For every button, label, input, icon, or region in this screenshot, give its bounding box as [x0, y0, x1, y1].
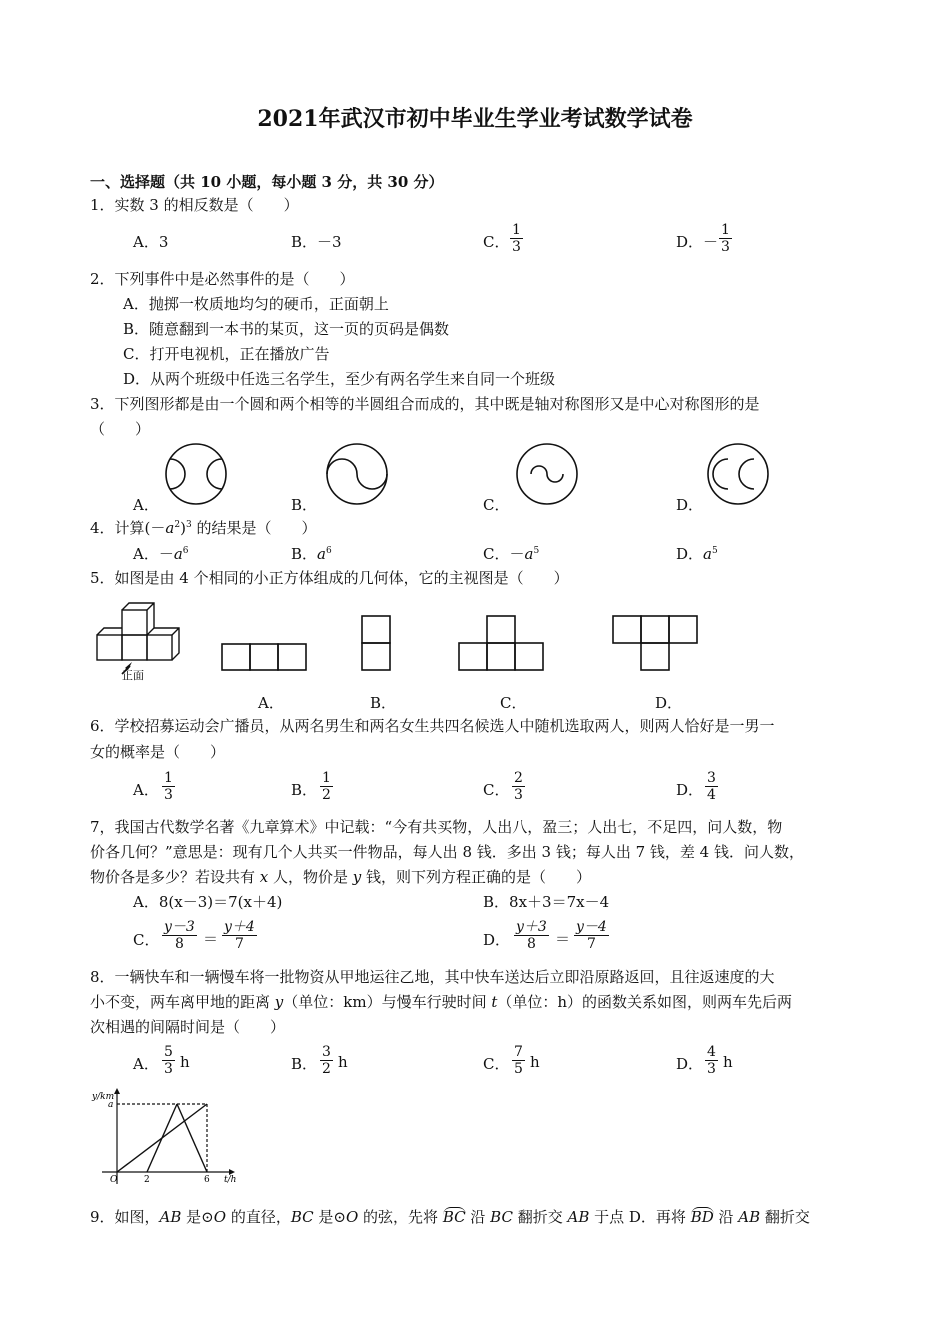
q5-stem: 5．如图是由 4 个相同的小正方体组成的几何体，它的主视图是（ ）: [90, 569, 569, 587]
q8-option-d: D．: [676, 1055, 704, 1073]
q7-option-b: B．8x＋3＝7x－4: [483, 893, 610, 911]
q7-c-frac-left: $\frac{y-3}{8}$: [164, 919, 195, 952]
q7-d-frac-right: $\frac{y-4}{7}$: [576, 919, 607, 952]
q8-d-fraction: $\frac{4}{3}$: [707, 1044, 716, 1077]
q7-stem-line2: 价各几何？”意思是：现有几个人共买一件物品，每人出 8 钱．多出 3 钱；每人出 7 钱，差 4 钱．问人数，: [90, 843, 804, 861]
q1-option-c: C．: [483, 233, 510, 251]
q7-option-d: D．: [483, 931, 511, 949]
q6-stem: 6．学校招募运动会广播员，从两名男生和两名女生共四名候选人中随机选取两人，则两人恰好是一男一: [90, 717, 775, 735]
q3-figure-a: [164, 442, 228, 506]
q8-stem-line3: 次相遇的间隔时间是（ ）: [90, 1018, 286, 1036]
page-title: 2021年武汉市初中毕业生学业考试数学试卷: [257, 106, 693, 132]
q3-option-c: C．: [483, 496, 510, 514]
q8-option-c: C．: [483, 1055, 510, 1073]
q6-d-fraction: $\frac{3}{4}$: [707, 770, 716, 803]
q6-c-fraction: $\frac{2}{3}$: [514, 770, 523, 803]
q8-distance-time-graph: [92, 1088, 242, 1186]
graph-origin: O: [110, 1175, 118, 1185]
q2-option-c: C．打开电视机，正在播放广告: [123, 345, 330, 363]
q2-stem: 2．下列事件中是必然事件的是（ ）: [90, 270, 355, 288]
q3-stem-bracket: （ ）: [90, 420, 151, 438]
q4-option-b: B．$a^6$: [291, 545, 332, 563]
q8-stem-line1: 8．一辆快车和一辆慢车将一批物资从甲地运往乙地，其中快车送达后立即沿原路返回，且往返速度的大: [90, 968, 775, 986]
section-heading: 一、选择题（共 10 小题，每小题 3 分，共 30 分）: [90, 173, 444, 191]
q6-option-c: C．: [483, 781, 510, 799]
q6-option-a: A．: [133, 781, 159, 799]
q1-stem: 1．实数 3 的相反数是（ ）: [90, 196, 299, 214]
graph-a-label: a: [108, 1100, 114, 1110]
front-label: 正面: [122, 669, 144, 682]
q5-option-c-figure: [457, 614, 547, 672]
q8-a-fraction: $\frac{5}{3}$: [164, 1044, 173, 1077]
q8-b-fraction: $\frac{3}{2}$: [322, 1044, 331, 1077]
q4-option-a: A．$-a^6$: [133, 545, 189, 563]
graph-x-label: t/h: [224, 1175, 237, 1185]
q6-a-fraction: $\frac{1}{3}$: [164, 770, 173, 803]
q7-option-a: A．8(x－3)＝7(x＋4): [133, 893, 283, 911]
q5-option-a-figure: [220, 642, 310, 672]
q3-option-d: D．: [676, 496, 704, 514]
q8-stem-line2: 小不变，两车离甲地的距离 y（单位：km）与慢车行驶时间 t（单位：h）的函数关系如图，则两车先后两: [90, 993, 793, 1011]
q1-c-fraction: $\frac{1}{3}$: [512, 222, 521, 255]
q5-option-c: C．: [500, 694, 527, 712]
q4-stem: 4．计算$(-a^2)^3$ 的结果是（ ）: [90, 519, 317, 537]
q6-option-b: B．: [291, 781, 318, 799]
q7-c-frac-right: $\frac{y+4}{7}$: [224, 919, 255, 952]
q3-option-a: A．: [133, 496, 159, 514]
q8-option-b: B．: [291, 1055, 318, 1073]
q2-option-d: D．从两个班级中任选三名学生，至少有两名学生来自同一个班级: [123, 370, 556, 388]
q6-option-d: D．: [676, 781, 704, 799]
arc-bc: BC: [442, 1208, 466, 1226]
q8-d-unit: h: [723, 1053, 733, 1071]
q2-option-b: B．随意翻到一本书的某页，这一页的页码是偶数: [123, 320, 450, 338]
q8-c-unit: h: [530, 1053, 540, 1071]
q7-c-equals: ＝: [203, 930, 219, 948]
q7-d-frac-left: $\frac{y+3}{8}$: [516, 919, 547, 952]
q1-d-fraction: $\frac{1}{3}$: [721, 222, 730, 255]
q3-figure-d: [706, 442, 770, 506]
q8-option-a: A．: [133, 1055, 159, 1073]
q6-stem-line2: 女的概率是（ ）: [90, 743, 226, 761]
q5-option-d-figure: [611, 614, 701, 672]
q3-figure-c: [515, 442, 579, 506]
q3-figure-b: [325, 442, 389, 506]
q4-option-d: D．$a^5$: [676, 545, 718, 563]
q5-option-a: A．: [258, 694, 284, 712]
graph-tick-2: 2: [144, 1175, 150, 1185]
q5-option-d: D．: [655, 694, 683, 712]
q4-option-c: C．$-a^5$: [483, 545, 540, 563]
q1-option-a: A．3: [133, 233, 169, 251]
q8-b-unit: h: [338, 1053, 348, 1071]
graph-y-label: y/km: [92, 1092, 115, 1102]
q7-d-equals: ＝: [555, 930, 571, 948]
q7-stem-line3: 物价各是多少？若设共有 x 人，物价是 y 钱，则下列方程正确的是（ ）: [90, 868, 592, 886]
q7-stem-line1: 7，我国古代数学名著《九章算术》中记载：“今有共买物，人出八，盈三；人出七，不足四，问人数，物: [90, 818, 783, 836]
q8-c-fraction: $\frac{7}{5}$: [514, 1044, 523, 1077]
q3-option-b: B．: [291, 496, 318, 514]
q5-option-b-figure: [360, 614, 392, 672]
q5-option-b: B．: [370, 694, 397, 712]
q7-option-c: C．: [133, 931, 160, 949]
q1-option-b: B．－3: [291, 233, 342, 251]
arc-bd: BD: [690, 1208, 714, 1226]
q8-a-unit: h: [180, 1053, 190, 1071]
q2-option-a: A．抛掷一枚质地均匀的硬币，正面朝上: [123, 295, 389, 313]
graph-tick-6: 6: [204, 1175, 210, 1185]
q3-stem: 3．下列图形都是由一个圆和两个相等的半圆组合而成的，其中既是轴对称图形又是中心对称图形的是: [90, 395, 760, 413]
q6-b-fraction: $\frac{1}{2}$: [322, 770, 331, 803]
q9-stem: 9．如图，AB 是⊙O 的直径，BC 是⊙O 的弦，先将 BC 沿 BC 翻折交 AB 于点 D．再将 BD 沿 AB 翻折交: [90, 1208, 810, 1226]
q5-solid-figure: [92, 600, 192, 682]
q1-option-d: D．－: [676, 233, 719, 251]
